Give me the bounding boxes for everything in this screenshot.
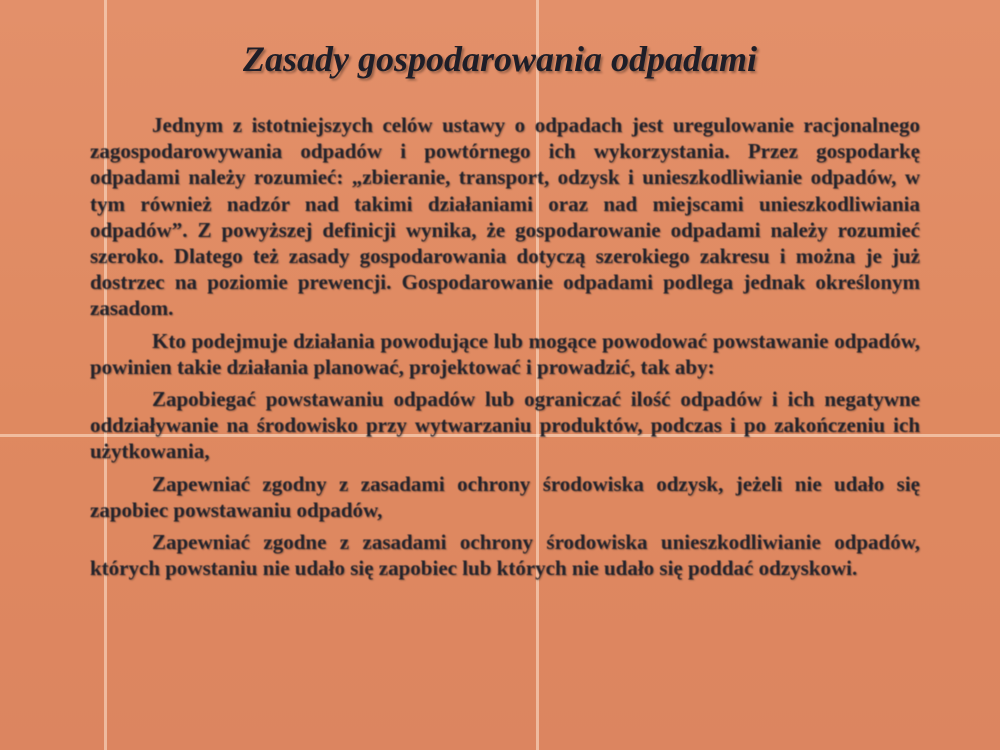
slide-body	[90, 112, 920, 587]
paragraph-intro: Jednym z istotniejszych celów ustawy o odpadach jest uregulowanie racjonalnego zagospodarowywania odpadów i powtórnego ich wykorzystania. Przez gospodarkę odpadami należy rozumieć: „zbieranie, transport, odzysk i unieszkodliwianie odpadów, w tym również nadzór nad takimi działaniami oraz nad miejscami unieszkodliwiania odpadów”. Z powyższej definicji wynika, że gospodarowanie odpadami należy rozumieć szeroko. Dlatego też zasady gospodarowania dotyczą szerokiego zakresu i można je już dostrzec na poziomie prewencji. Gospodarowanie odpadami podlega jednak określonym zasadom.	[90, 113, 920, 321]
slide-title: Zasady gospodarowania odpadami	[242, 39, 758, 79]
paragraph-prevent: Zapobiegać powstawaniu odpadów lub ograniczać ilość odpadów i ich negatywne oddziaływanie na środowisko przy wytwarzaniu produktów, podczas i po zakończeniu ich użytkowania,	[90, 387, 920, 464]
paragraph-disposal: Zapewniać zgodne z zasadami ochrony środowiska unieszkodliwianie odpadów, których powstaniu nie udało się zapobiec lub których nie udało się poddać odzyskowi.	[90, 530, 920, 581]
paragraph-obligation: Kto podejmuje działania powodujące lub mogące powodować powstawanie odpadów, powinien takie działania planować, projektować i prowadzić, tak aby:	[90, 328, 920, 379]
paragraph-recovery: Zapewniać zgodny z zasadami ochrony środowiska odzysk, jeżeli nie udało się zapobiec powstawaniu odpadów,	[90, 471, 920, 522]
